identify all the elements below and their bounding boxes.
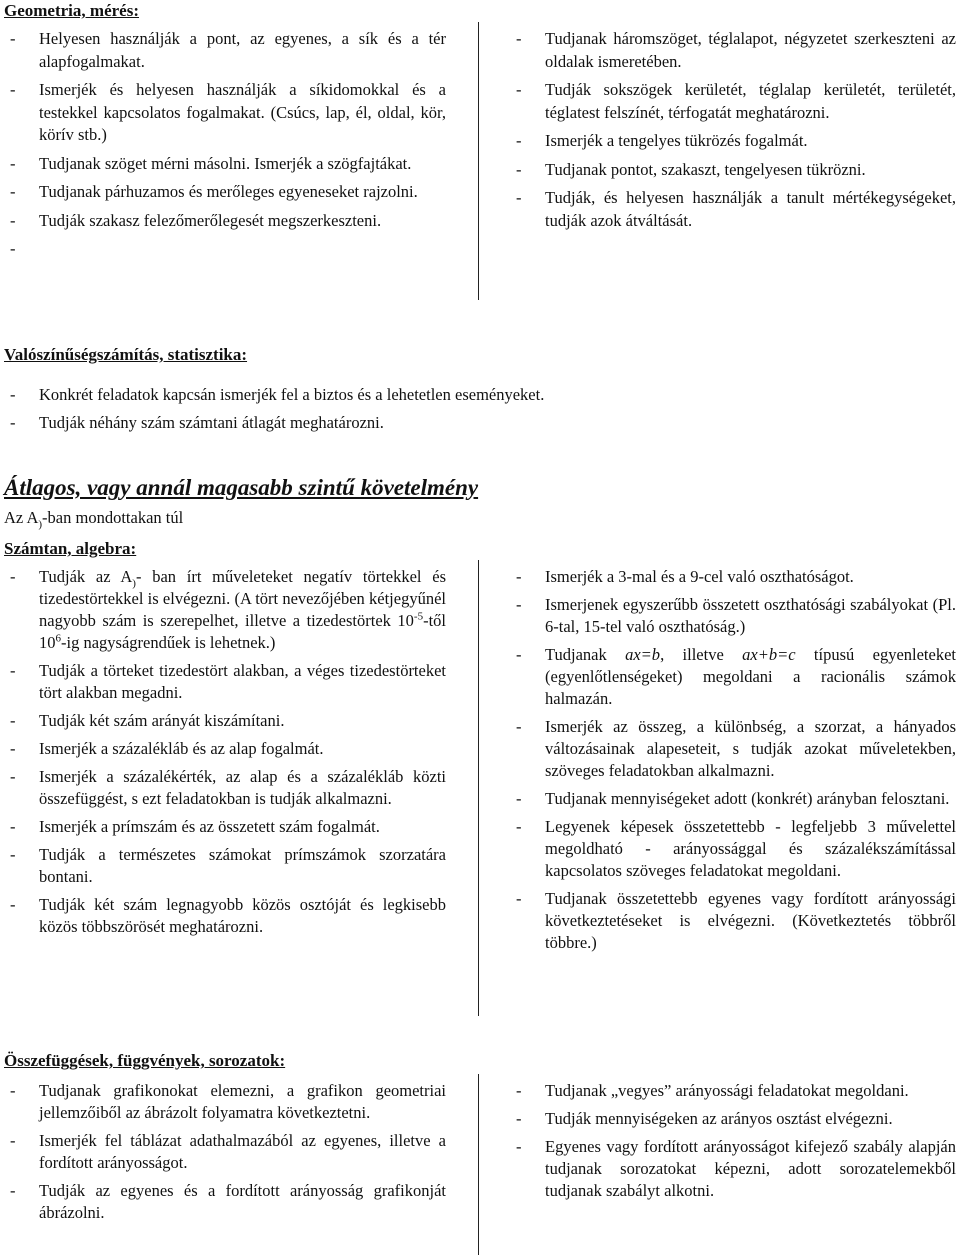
szamtan-left-column <box>4 566 446 944</box>
list-item: - Ismerjék a tengelyes tükrözés fogalmát. <box>510 130 956 153</box>
list-item: - Tudjanak ax=b, illetve ax+b=c típusú egyenleteket (egyenlőtlenségeket) megoldani a racionális számok halmazán. <box>510 644 956 710</box>
list-item: - Tudják, és helyesen használják a tanult mértékegységeket, tudják azok átváltását. <box>510 187 956 232</box>
list-item: - Tudják az $A_)-$ ban írt műveleteket negatív törtekkel és tizedestörtekkel is elvégezni. (A tört nevezőjében kétjegyűnél nagyobb szám is szerepelhet, illetve a tizedestörtek $10^{-5}$-től $10^6-ig$ nagyságrendűek is lehetnek.) <box>4 566 446 654</box>
subtitle-text: -ban mondottakan túl <box>42 508 184 527</box>
list-item: - Tudják mennyiségeken az arányos osztást elvégezni. <box>510 1108 956 1130</box>
list-item: - Tudjanak pontot, szakaszt, tengelyesen tükrözni. <box>510 159 956 182</box>
list-item: - Ismerjék és helyesen használják a síkidomokkal és a testekkel kapcsolatos fogalmakat. (Csúcs, lap, él, oldal, kör, körív stb.) <box>4 79 446 147</box>
list-item: - Ismerjék a százalékláb és az alap fogalmát. <box>4 738 446 760</box>
list-item: - Tudják két szám arányát kiszámítani. <box>4 710 446 732</box>
osszefuggesek-left-column <box>4 1080 446 1230</box>
list-item: - Tudják sokszögek kerületét, téglalap kerületét, területét, téglatest felszínét, térfogatát meghatározni. <box>510 79 956 124</box>
szamtan-right-column <box>510 566 956 960</box>
list-item: - Tudjanak párhuzamos és merőleges egyeneseket rajzolni. <box>4 181 446 204</box>
list-item: - Tudják a törteket tizedestört alakban, a véges tizedestörteket tört alakban megadni. <box>4 660 446 704</box>
geometria-right-column <box>510 28 956 238</box>
column-divider <box>478 22 479 300</box>
list-item: - Egyenes vagy fordított arányosságot kifejező szabály alapján tudjanak sorozatokat képezni, adott sorozatelemekből tudjanak szabályt alkotni. <box>510 1136 956 1202</box>
geometria-left-column <box>4 28 446 238</box>
list-item: - Ismerjék a prímszám és az összetett szám fogalmát. <box>4 816 446 838</box>
list-item: - Ismerjenek egyszerűbb összetett oszthatósági szabályokat (Pl. 6-tal, 15-tel való oszthatóság.) <box>510 594 956 638</box>
list-item: - Tudjanak szöget mérni másolni. Ismerjék a szögfajtákat. <box>4 153 446 176</box>
osszefuggesek-right-column <box>510 1080 956 1208</box>
list-item: - Tudják a természetes számokat prímszámok szorzatára bontani. <box>4 844 446 888</box>
valoszinuseg-list <box>4 384 904 440</box>
subtitle-text: Az A <box>4 508 39 527</box>
list-item: - Tudják két szám legnagyobb közös osztóját és legkisebb közös többszörösét meghatározni. <box>4 894 446 938</box>
list-item: - Ismerjék a 3-mal és a 9-cel való oszthatóságot. <box>510 566 956 588</box>
list-item: - Ismerjék a százalékérték, az alap és a százalékláb közti összefüggést, s ezt feladatokban is tudják alkalmazni. <box>4 766 446 810</box>
level-title: Átlagos, vagy annál magasabb szintű követelmény <box>4 475 479 500</box>
list-item: - Tudják az egyenes és a fordított arányosság grafikonját ábrázolni. <box>4 1180 446 1224</box>
list-item: - Tudják szakasz felezőmerőlegesét megszerkeszteni. <box>4 210 446 233</box>
geometria-heading: Geometria, mérés: <box>4 1 139 20</box>
list-item: - Tudjanak összetettebb egyenes vagy fordított arányossági következtetéseket is elvégezni. (Következtetés többről többre.) <box>510 888 956 954</box>
level-subtitle <box>4 507 183 529</box>
valoszinuseg-heading: Valószínűségszámítás, statisztika: <box>4 345 248 364</box>
list-item: - Tudjanak grafikonokat elemezni, a grafikon geometriai jellemzőiből az ábrázolt folyamatra következtetni. <box>4 1080 446 1124</box>
list-item: - Tudjanak mennyiségeket adott (konkrét) arányban felosztani. <box>510 788 956 810</box>
list-item: - Tudjanak „vegyes” arányossági feladatokat megoldani. <box>510 1080 956 1102</box>
list-item: - Ismerjék fel táblázat adathalmazából az egyenes, illetve a fordított arányosságot. <box>4 1130 446 1174</box>
szamtan-heading: Számtan, algebra: <box>4 539 137 558</box>
subtitle-subscript: ) <box>38 518 43 531</box>
list-item: - Tudják néhány szám számtani átlagát meghatározni. <box>4 412 904 434</box>
column-divider <box>478 560 479 1016</box>
osszefuggesek-heading: Összefüggések, függvények, sorozatok: <box>4 1051 286 1070</box>
list-item: - Helyesen használják a pont, az egyenes, a sík és a tér alapfogalmakat. <box>4 28 446 73</box>
list-item: - Konkrét feladatok kapcsán ismerjék fel a biztos és a lehetetlen eseményeket. <box>4 384 904 406</box>
list-item: - Ismerjék az összeg, a különbség, a szorzat, a hányados változásainak alapeseteit, s tudják azokat műveletekben, szöveges feladatokban alkalmazni. <box>510 716 956 782</box>
list-item: - Legyenek képesek összetettebb - legfeljebb 3 művelettel megoldható - arányossággal és százalékszámítással kapcsolatos szöveges feladatokat megoldani. <box>510 816 956 882</box>
column-divider <box>478 1074 479 1255</box>
list-item: - Tudjanak háromszöget, téglalapot, négyzetet szerkeszteni az oldalak ismeretében. <box>510 28 956 73</box>
